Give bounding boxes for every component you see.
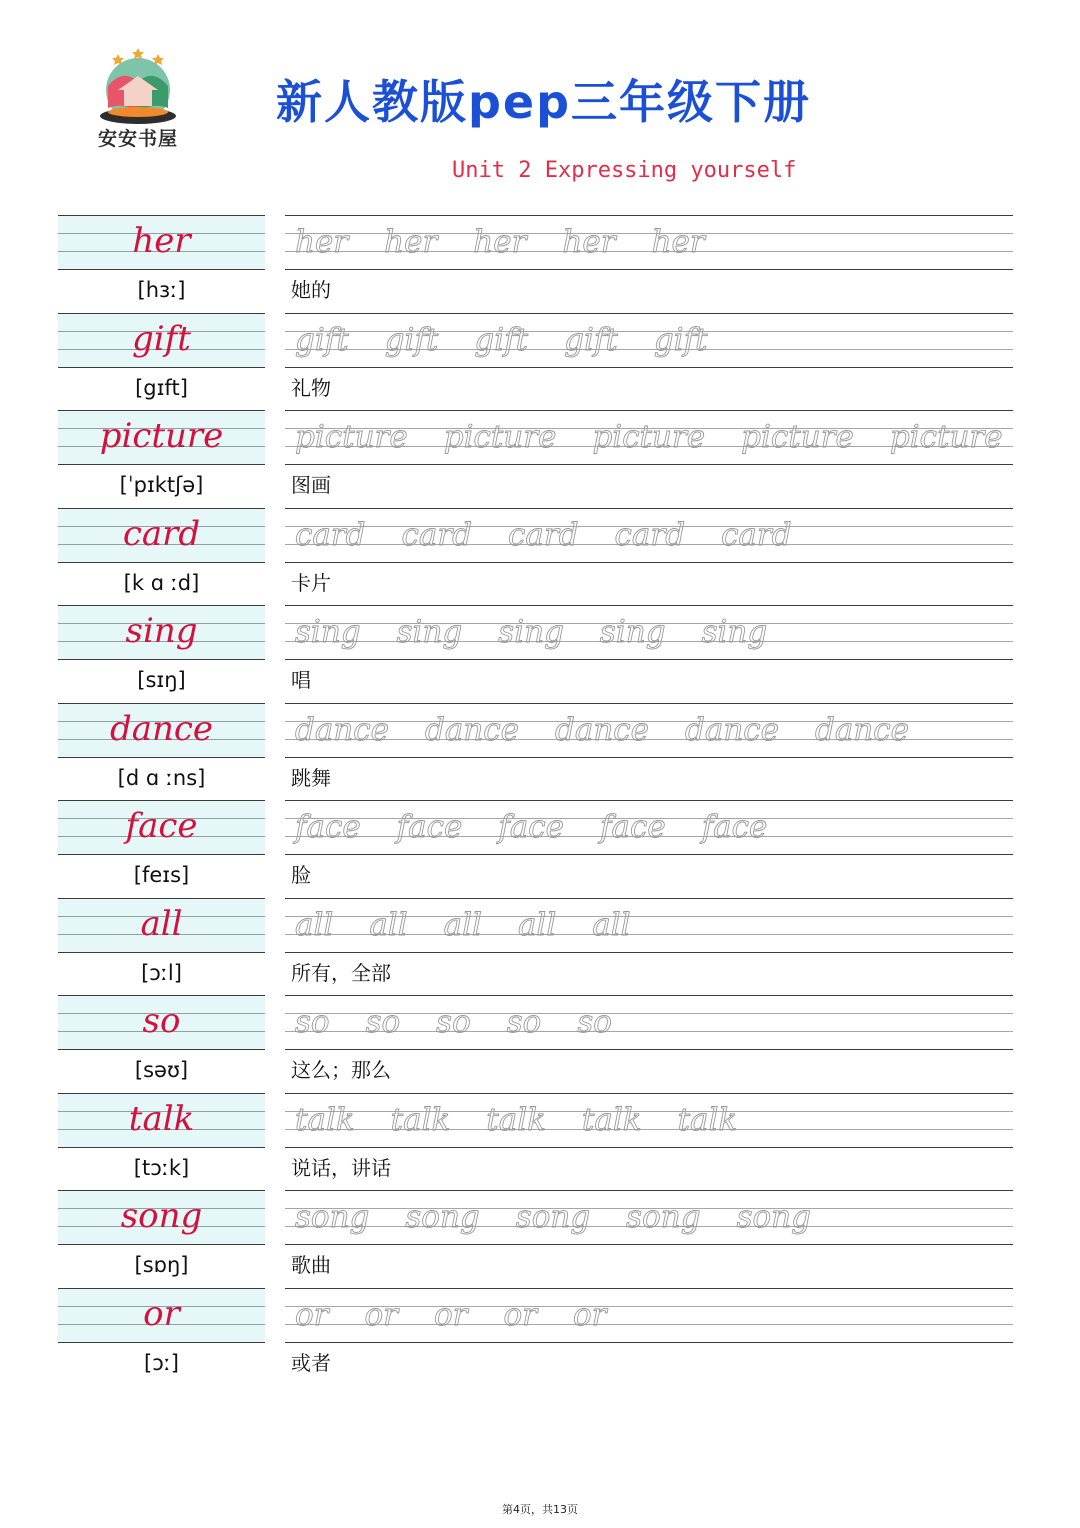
tracing-word: song [295, 1199, 370, 1235]
tracing-word: gift [384, 322, 439, 358]
tracing-word: card [721, 517, 792, 553]
phonetic: [tɔːk] [133, 1156, 190, 1180]
vocab-word: picture [99, 416, 224, 456]
tracing-word: dance [295, 712, 389, 748]
chinese-meaning: 她的 [291, 278, 331, 302]
chinese-meaning: 卡片 [291, 571, 331, 595]
vocab-word: face [125, 806, 198, 846]
tracing-word: or [364, 1297, 398, 1333]
tracing-word: or [295, 1297, 329, 1333]
tracing-words [295, 606, 803, 660]
phonetic: [ˈpɪktʃə] [119, 473, 204, 497]
tracing-word: face [498, 809, 565, 845]
tracing-word: her [295, 224, 349, 260]
tracing-words [295, 314, 744, 368]
chinese-meaning: 歌曲 [291, 1253, 331, 1277]
tracing-word: or [433, 1297, 468, 1333]
tracing-word: so [577, 1004, 612, 1040]
page-footer: 第4页，共13页 [502, 1503, 578, 1516]
tracing-word: all [443, 907, 482, 943]
tracing-word: dance [555, 712, 649, 748]
chinese-meaning: 或者 [291, 1351, 331, 1375]
tracing-word: her [562, 224, 616, 260]
tracing-word: talk [486, 1102, 546, 1138]
tracing-word: or [572, 1297, 607, 1333]
tracing-word: card [508, 517, 579, 553]
tracing-word: gift [295, 322, 349, 358]
tracing-word: her [473, 224, 527, 260]
vocab-word: card [122, 514, 201, 554]
tracing-word: so [506, 1004, 542, 1040]
tracing-words [295, 1289, 642, 1343]
phonetic: [ɔːl] [141, 961, 182, 985]
tracing-word: gift [653, 322, 708, 358]
tracing-word: talk [390, 1102, 451, 1138]
tracing-words [295, 801, 803, 855]
chinese-meaning: 这么；那么 [291, 1058, 391, 1082]
tracing-word: sing [701, 614, 768, 650]
tracing-word: song [736, 1199, 811, 1235]
tracing-word: gift [564, 322, 618, 358]
tracing-word: face [295, 809, 361, 845]
phonetic: [ɔː] [144, 1351, 179, 1375]
tracing-word: dance [815, 712, 909, 748]
vocab-word: or [143, 1294, 180, 1334]
page-title: 新人教版pep三年级下册 [276, 75, 812, 129]
tracing-word: song [626, 1199, 701, 1235]
tracing-word: so [436, 1004, 471, 1040]
tracing-word: sing [599, 614, 666, 650]
chinese-meaning: 礼物 [291, 376, 331, 400]
tracing-word: or [503, 1297, 537, 1333]
vocab-word: so [142, 1001, 181, 1041]
tracing-word: picture [295, 419, 408, 455]
tracing-word: face [600, 809, 666, 845]
tracing-word: her [384, 224, 438, 260]
tracing-word: picture [592, 419, 706, 455]
tracing-word: gift [474, 322, 529, 358]
tracing-word: card [614, 517, 686, 553]
tracing-word: talk [677, 1102, 738, 1138]
tracing-word: picture [741, 419, 854, 455]
chinese-meaning: 图画 [291, 473, 331, 497]
tracing-word: card [401, 517, 473, 553]
tracing-word: picture [889, 419, 1003, 455]
tracing-word: face [396, 809, 463, 845]
tracing-word: all [517, 907, 557, 943]
phonetic: [hɜː] [137, 278, 186, 302]
tracing-word: so [295, 1004, 330, 1040]
phonetic: [d ɑ ːns] [117, 766, 206, 790]
tracing-word: her [651, 224, 705, 260]
phonetic: [gɪft] [135, 376, 188, 400]
chinese-meaning: 所有，全部 [291, 961, 391, 985]
chinese-meaning: 说话，讲话 [291, 1156, 391, 1180]
vocab-word: gift [132, 319, 191, 359]
phonetic: [k ɑ ːd] [123, 571, 200, 595]
tracing-word: all [592, 907, 631, 943]
tracing-word: sing [396, 614, 463, 650]
logo-text: 安安书屋 [97, 128, 178, 150]
tracing-word: dance [685, 712, 779, 748]
tracing-word: talk [581, 1102, 642, 1138]
tracing-words [295, 411, 1039, 465]
tracing-word: card [295, 517, 366, 553]
tracing-word: sing [295, 614, 361, 650]
phonetic: [feɪs] [133, 863, 190, 887]
phonetic: [səʊ] [134, 1058, 189, 1082]
vocab-word: dance [109, 709, 214, 749]
tracing-word: talk [295, 1102, 355, 1138]
tracing-word: so [365, 1004, 401, 1040]
phonetic: [sɪŋ] [137, 668, 186, 692]
vocab-word: her [132, 221, 191, 261]
tracing-words [295, 1191, 847, 1245]
tracing-word: all [369, 907, 408, 943]
vocab-word: sing [125, 611, 198, 651]
tracing-words [295, 996, 648, 1050]
tracing-words [295, 704, 945, 758]
chinese-meaning: 脸 [291, 863, 311, 887]
tracing-words [295, 216, 741, 270]
tracing-word: dance [425, 712, 519, 748]
vocab-word: song [120, 1196, 203, 1236]
chinese-meaning: 跳舞 [291, 766, 331, 790]
tracing-words [295, 1094, 773, 1148]
tracing-words [295, 899, 667, 953]
vocab-word: all [140, 904, 183, 944]
tracing-word: song [405, 1199, 480, 1235]
phonetic: [sɒŋ] [134, 1253, 189, 1277]
tracing-word: sing [498, 614, 564, 650]
tracing-word: song [515, 1199, 591, 1235]
tracing-words [295, 509, 828, 563]
tracing-word: all [295, 907, 334, 943]
tracing-word: picture [443, 419, 557, 455]
unit-title: Unit 2 Expressing yourself [452, 158, 797, 183]
tracing-word: face [701, 809, 768, 845]
chinese-meaning: 唱 [291, 668, 311, 692]
vocab-word: talk [128, 1099, 195, 1139]
